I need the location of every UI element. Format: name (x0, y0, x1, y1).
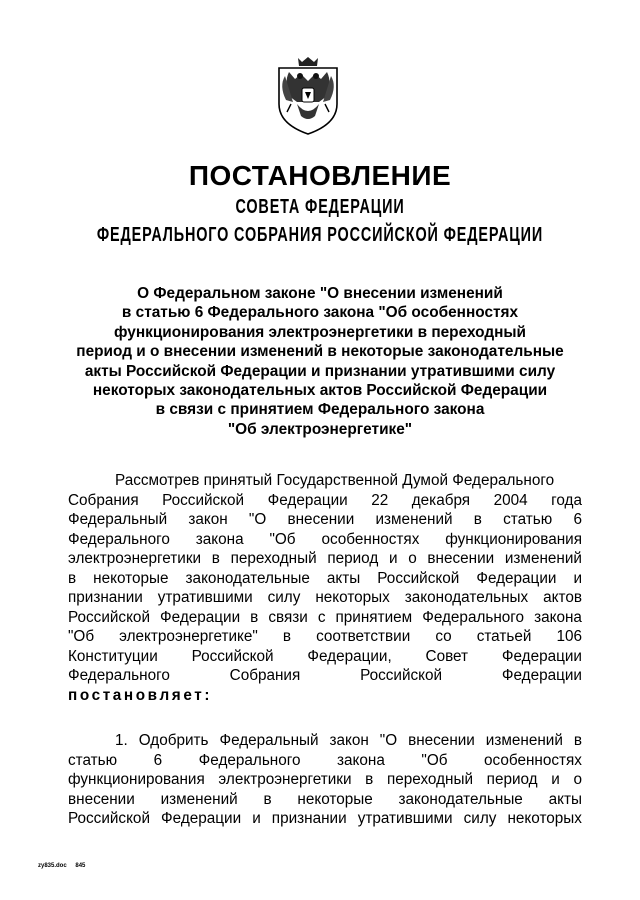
word: в (282, 628, 292, 646)
preamble-paragraph (68, 471, 582, 706)
decree-item-1 (68, 731, 582, 829)
word: о (573, 771, 582, 789)
word: Федерального (198, 751, 301, 769)
text-line (68, 751, 582, 771)
text-line (68, 809, 582, 829)
word: Федерального (68, 667, 170, 685)
word: переходный (386, 771, 473, 789)
word: законодательных (404, 589, 529, 607)
text-line (68, 666, 582, 686)
word: утратившими (357, 810, 453, 828)
word: закон (188, 511, 228, 529)
word: в (473, 511, 482, 529)
word: силу (463, 810, 497, 828)
text-line (68, 647, 582, 667)
word: Федерации (501, 647, 582, 665)
text-line (68, 491, 582, 511)
word: 1. (115, 732, 128, 749)
word: Российской (191, 647, 274, 665)
subject-line: акты Российской Федерации и признании утратившими силу (84, 362, 556, 380)
word: о (408, 550, 417, 568)
word: внесении (68, 790, 135, 808)
word: "О (379, 732, 398, 749)
subject-line: "Об электроэнергетике" (227, 420, 413, 438)
word: некоторых (315, 589, 390, 607)
word: актов (543, 589, 582, 607)
word: Совет (425, 647, 469, 665)
word: Федерации (476, 569, 557, 587)
word: электроэнергетике" (119, 628, 258, 646)
word: изменений (160, 790, 238, 808)
word: Федерального (68, 530, 170, 548)
word: в (250, 608, 259, 626)
word: Российской (162, 491, 245, 509)
text-line (68, 608, 582, 628)
word: силу (267, 589, 301, 607)
text-line (68, 549, 582, 569)
word: утратившими (157, 589, 253, 607)
word: особенностях (484, 751, 582, 769)
file-name: zy835.doc (38, 863, 67, 869)
word: статью (503, 511, 553, 529)
issuer-line-2: ФЕДЕРАЛЬНОГО СОБРАНИЯ РОССИЙСКОЙ ФЕДЕРАЦИИ (96, 224, 544, 246)
word: соответствии (316, 628, 411, 646)
word: акты (326, 569, 361, 587)
text-line: Рассмотрев принятый Государственной Думой Федерального (115, 472, 555, 489)
word: период (327, 550, 379, 568)
word: связи (268, 608, 308, 626)
text-line (68, 770, 582, 790)
word: 22 (371, 491, 389, 509)
subject-line: О Федеральном законе "О внесении изменений (137, 285, 503, 302)
word: некоторые (297, 790, 373, 808)
word: изменений (485, 732, 563, 749)
word: Российской (360, 667, 443, 685)
word: Федерации, (307, 647, 392, 665)
word: Одобрить (138, 732, 209, 749)
subject-line: функционирования электроэнергетики в переходный (114, 323, 526, 341)
subject-line: в связи с принятием Федерального закона (155, 401, 485, 419)
word: в (211, 550, 220, 568)
word: 106 (556, 628, 582, 646)
file-footer (38, 863, 92, 869)
file-code: 845 (75, 863, 86, 869)
word: Конституции (68, 647, 158, 665)
word: Федерации (160, 608, 241, 626)
word: статью (68, 751, 118, 769)
word: Российской (68, 810, 150, 828)
issuer-line-1: СОВЕТА ФЕДЕРАЦИИ (235, 196, 405, 218)
word: закона (337, 751, 385, 769)
word: закон (329, 732, 369, 749)
word: "О (248, 511, 267, 529)
word: "Об (68, 628, 95, 646)
word: внесении (427, 550, 495, 568)
word: 2004 (493, 491, 528, 509)
text-line (68, 569, 582, 589)
word: года (551, 491, 582, 509)
word: закона (534, 608, 582, 626)
word: Федерации (501, 667, 582, 685)
word: электроэнергетики (68, 550, 202, 568)
word: акты (548, 790, 582, 808)
word: декабря (411, 491, 471, 509)
decree-subject (60, 284, 580, 439)
word: и (573, 569, 582, 587)
word: и (551, 771, 560, 789)
word: в (263, 790, 272, 808)
word: Федеральный (68, 511, 168, 529)
word: принятием (335, 608, 413, 626)
word: законодательные (185, 569, 310, 587)
word: Российской (68, 608, 150, 626)
word: признании (271, 810, 347, 828)
word: изменений (504, 550, 582, 568)
text-line (68, 731, 582, 751)
word: изменений (375, 511, 453, 529)
word: со (435, 628, 452, 646)
document-title: ПОСТАНОВЛЕНИЕ (188, 160, 452, 191)
word: электроэнергетики (218, 771, 352, 789)
word: "Об (421, 751, 448, 769)
word: с (317, 608, 326, 626)
decree-word: постановляет: (68, 687, 213, 705)
word: некоторые (93, 569, 169, 587)
word: Федерации (161, 810, 242, 828)
word: Федерального (422, 608, 525, 626)
russian-coat-of-arms-emblem (269, 52, 347, 136)
word: в (573, 732, 582, 749)
word: законодательные (398, 790, 523, 808)
subject-line: период и о внесении изменений в некоторые законодательные (76, 343, 564, 361)
word: функционирования (68, 771, 205, 789)
word: Федерации (267, 491, 348, 509)
word: период (486, 771, 538, 789)
text-line (68, 530, 582, 550)
word: в (68, 569, 77, 587)
word: Собрания (229, 667, 301, 685)
text-line (68, 588, 582, 608)
word: Собрания (68, 491, 139, 509)
word: 6 (573, 511, 582, 529)
word: Российской (377, 569, 460, 587)
word: внесении (287, 511, 355, 529)
word: и (388, 550, 398, 568)
word: некоторых (507, 810, 582, 828)
word: и (252, 810, 261, 828)
subject-line: некоторых законодательных актов Российской Федерации (92, 382, 548, 400)
word: в (365, 771, 374, 789)
word: внесении (408, 732, 475, 749)
text-line (68, 627, 582, 647)
word: 6 (153, 751, 163, 769)
word: статьей (476, 628, 532, 646)
word: функционирования (445, 530, 582, 548)
word: переходный (230, 550, 317, 568)
text-line (68, 510, 582, 530)
word: особенностях (321, 530, 420, 548)
text-line (68, 790, 582, 810)
subject-line: в статью 6 Федерального закона "Об особенностях (121, 304, 519, 322)
word: "Об (269, 530, 296, 548)
word: закона (195, 530, 244, 548)
word: признании (68, 589, 143, 607)
word: Федеральный (219, 732, 319, 749)
